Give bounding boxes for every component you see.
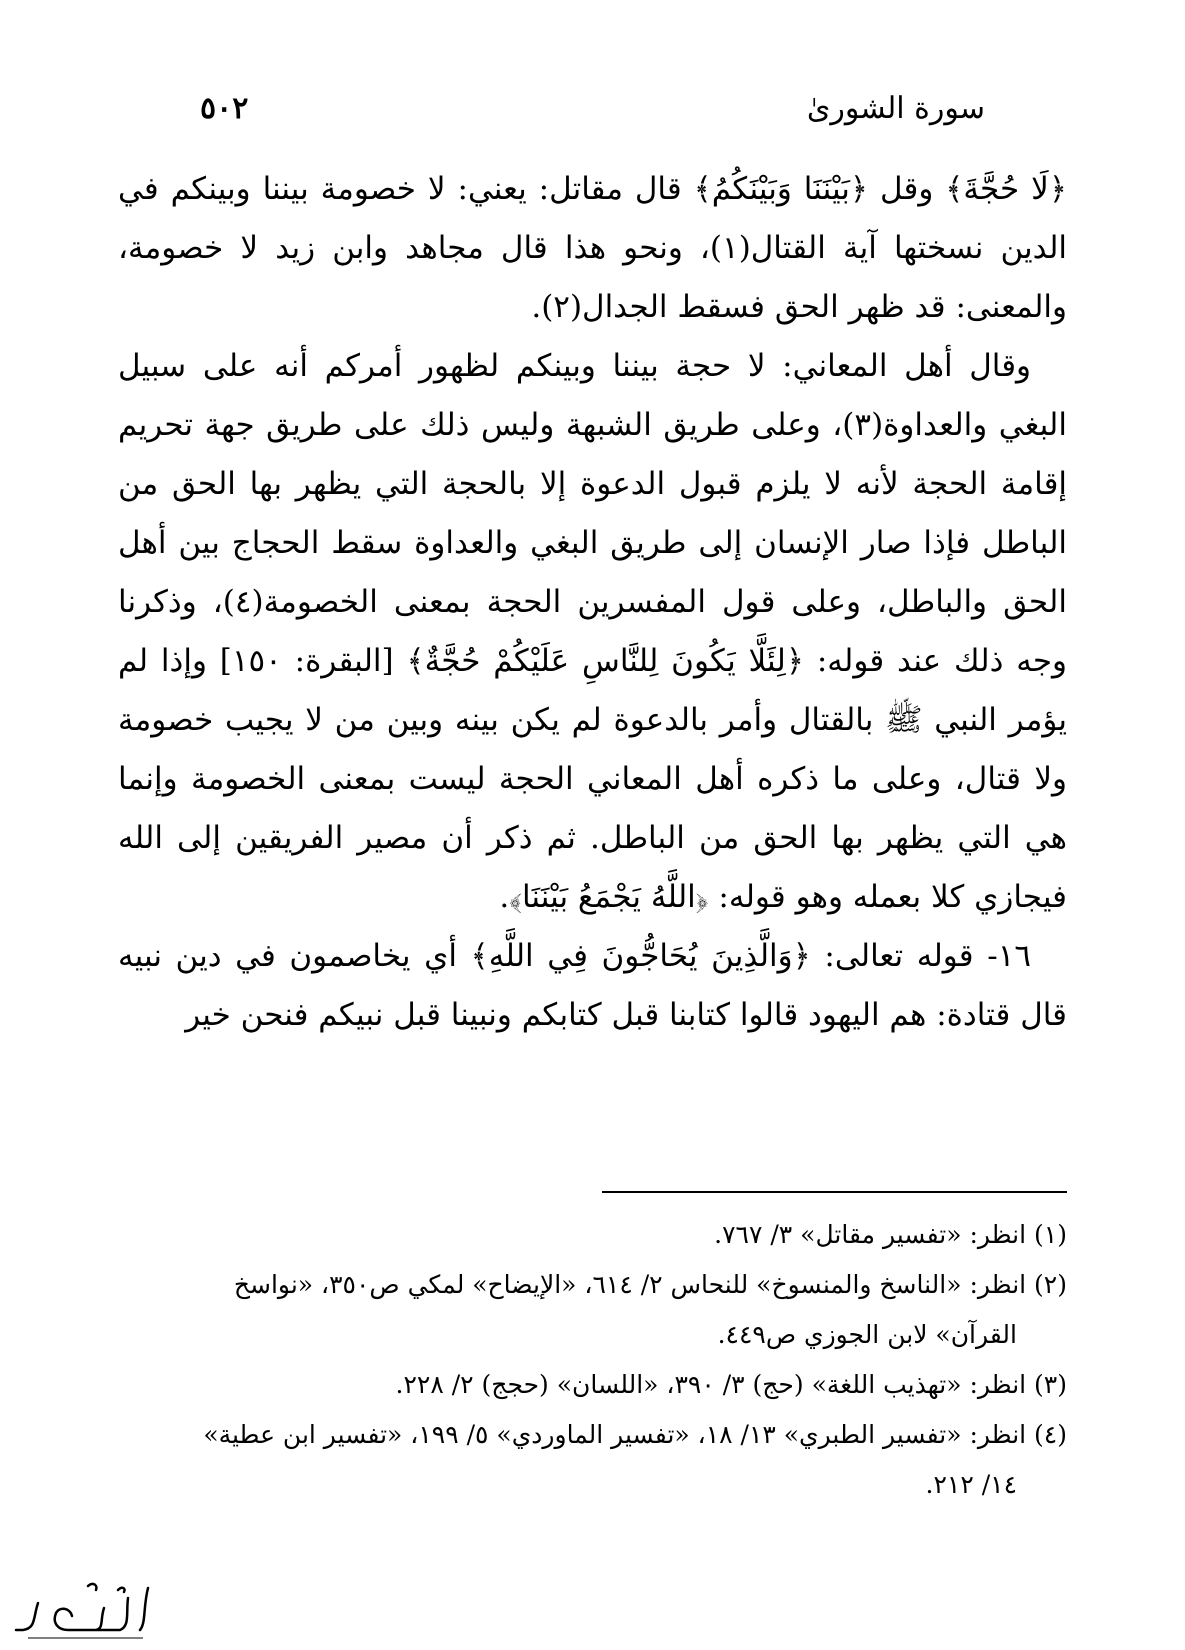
surah-title: سورة الشورىٰ xyxy=(806,90,985,126)
paragraph-1: ﴿لَا حُجَّةَ﴾ وقل ﴿بَيْنَنَا وَبَيْنَكُمُ﴾ قال مقاتل: يعني: لا خصومة بيننا وبينكم في الدين نسختها آية القتال(١)، ونحو هذا قال مجاهد وابن زيد لا خصومة، والمعنى: قد ظهر الحق فسقط الجدال(٢). xyxy=(118,171,1067,325)
watermark-logo xyxy=(8,1568,158,1646)
page-number: ٥٠٢ xyxy=(200,90,249,126)
footnote-2-continued: القرآن» لابن الجوزي ص٤٤٩. xyxy=(717,1320,1017,1349)
footnote-separator xyxy=(602,1191,1067,1193)
footnote-1: (١) انظر: «تفسير مقاتل» ٣/ ٧٦٧. xyxy=(714,1220,1067,1249)
footnote-4: (٤) انظر: «تفسير الطبري» ١٣/ ١٨، «تفسير الماوردي» ٥/ ١٩٩، «تفسير ابن عطية» xyxy=(203,1420,1067,1449)
footnote-3: (٣) انظر: «تهذيب اللغة» (حج) ٣/ ٣٩٠، «اللسان» (حجج) ٢/ ٢٢٨. xyxy=(395,1370,1067,1399)
main-text xyxy=(118,160,1067,1045)
footnotes xyxy=(118,1210,1067,1510)
paragraph-2: وقال أهل المعاني: لا حجة بيننا وبينكم لظهور أمركم أنه على سبيل البغي والعداوة(٣)، وعلى طريق الشبهة وليس ذلك على طريق جهة تحريم إقامة الحجة لأنه لا يلزم قبول الدعوة إلا بالحجة التي يظهر بها الحق من الباطل فإذا صار الإنسان إلى طريق البغي والعداوة سقط الحجاج بين أهل الحق والباطل، وعلى قول المفسرين الحجة بمعنى الخصومة(٤)، وذكرنا وجه ذلك عند قوله: ﴿لِئَلَّا يَكُونَ لِلنَّاسِ عَلَيْكُمْ حُجَّةٌ﴾ [البقرة: ١٥٠] وإذا لم يؤمر النبي ﷺ بالقتال وأمر بالدعوة لم يكن بينه وبين من لا يجيب خصومة ولا قتال، وعلى ما ذكره أهل المعاني الحجة ليست بمعنى الخصومة وإنما هي التي يظهر بها الحق من الباطل. ثم ذكر أن مصير الفريقين إلى الله فيجازي كلا بعمله وهو قوله: ﴿اللَّهُ يَجْمَعُ بَيْنَنَا﴾. xyxy=(118,348,1067,915)
page-header xyxy=(200,78,985,138)
footnote-4-continued: ١٤/ ٢١٢. xyxy=(925,1470,1017,1499)
paragraph-3: ١٦- قوله تعالى: ﴿وَالَّذِينَ يُحَاجُّونَ فِي اللَّهِ﴾ أي يخاصمون في دين نبيه قال قتادة: هم اليهود قالوا كتابنا قبل كتابكم ونبينا قبل نبيكم فنحن خير xyxy=(118,938,1067,1033)
footnote-2: (٢) انظر: «الناسخ والمنسوخ» للنحاس ٢/ ٦١٤، «الإيضاح» لمكي ص٣٥٠، «نواسخ xyxy=(233,1270,1067,1299)
